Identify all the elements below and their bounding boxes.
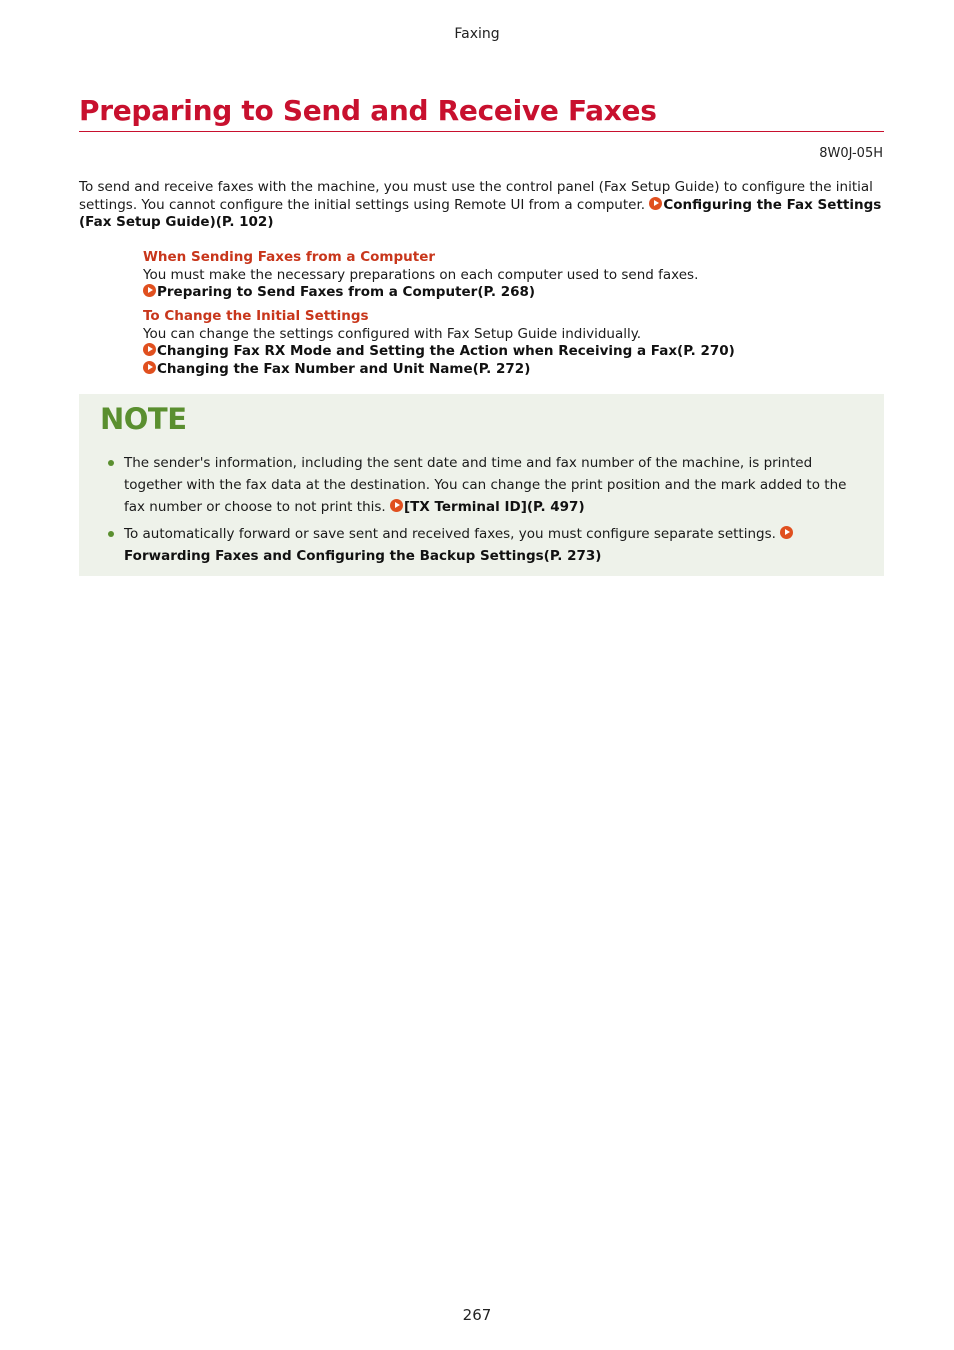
link-label: Forwarding Faxes and Configuring the Backup Settings(P. 273) bbox=[124, 548, 602, 564]
intro-paragraph bbox=[79, 179, 884, 232]
arrow-right-icon bbox=[143, 284, 156, 297]
note-title: NOTE bbox=[100, 402, 187, 436]
note-list bbox=[107, 452, 857, 572]
link-label: Changing the Fax Number and Unit Name(P. 272) bbox=[157, 360, 531, 377]
arrow-right-icon bbox=[143, 343, 156, 356]
chapter-header: Faxing bbox=[454, 26, 500, 42]
note-item-text: To automatically forward or save sent and received faxes, you must configure separate settings. bbox=[124, 526, 781, 542]
link-tx-terminal-id[interactable] bbox=[390, 499, 585, 515]
section-text: You can change the settings configured with Fax Setup Guide individually. bbox=[143, 325, 642, 342]
note-item bbox=[107, 523, 857, 567]
link-label: Preparing to Send Faxes from a Computer(P. 268) bbox=[157, 284, 536, 300]
link-label: Changing Fax RX Mode and Setting the Action when Receiving a Fax(P. 270) bbox=[157, 343, 735, 359]
arrow-right-icon bbox=[143, 361, 156, 374]
section-sending-from-computer bbox=[143, 249, 883, 302]
note-item-text: The sender's information, including the sent date and time and fax number of the machine, is printed together with the fax data at the destination. You can change the print position and the mark added to the fax number or choose to not print this. bbox=[124, 455, 847, 515]
link-changing-fax-number[interactable] bbox=[143, 361, 883, 379]
note-item bbox=[107, 452, 857, 518]
arrow-right-icon bbox=[649, 197, 662, 210]
link-label: Configuring the Fax Settings (Fax Setup Guide)(P. 102) bbox=[79, 196, 882, 230]
link-preparing-send-faxes-computer[interactable] bbox=[143, 284, 883, 302]
section-change-initial-settings bbox=[143, 308, 883, 378]
document-id: 8W0J-05H bbox=[819, 146, 883, 161]
page-number: 267 bbox=[462, 1306, 492, 1324]
link-changing-fax-rx-mode[interactable] bbox=[143, 343, 883, 361]
section-heading: When Sending Faxes from a Computer bbox=[143, 249, 436, 265]
arrow-right-icon bbox=[390, 499, 403, 512]
page-title: Preparing to Send and Receive Faxes bbox=[79, 94, 884, 132]
intro-text: To send and receive faxes with the machine, you must use the control panel (Fax Setup Guide) to configure the initial settings. You cannot configure the initial settings using Remote UI from a computer. bbox=[79, 179, 873, 213]
link-label: [TX Terminal ID](P. 497) bbox=[404, 499, 585, 515]
section-text: You must make the necessary preparations on each computer used to send faxes. bbox=[143, 266, 699, 283]
arrow-right-icon bbox=[780, 526, 793, 539]
section-heading: To Change the Initial Settings bbox=[143, 308, 369, 324]
bullet-icon bbox=[108, 531, 114, 537]
note-box bbox=[79, 394, 884, 576]
bullet-icon bbox=[108, 460, 114, 466]
